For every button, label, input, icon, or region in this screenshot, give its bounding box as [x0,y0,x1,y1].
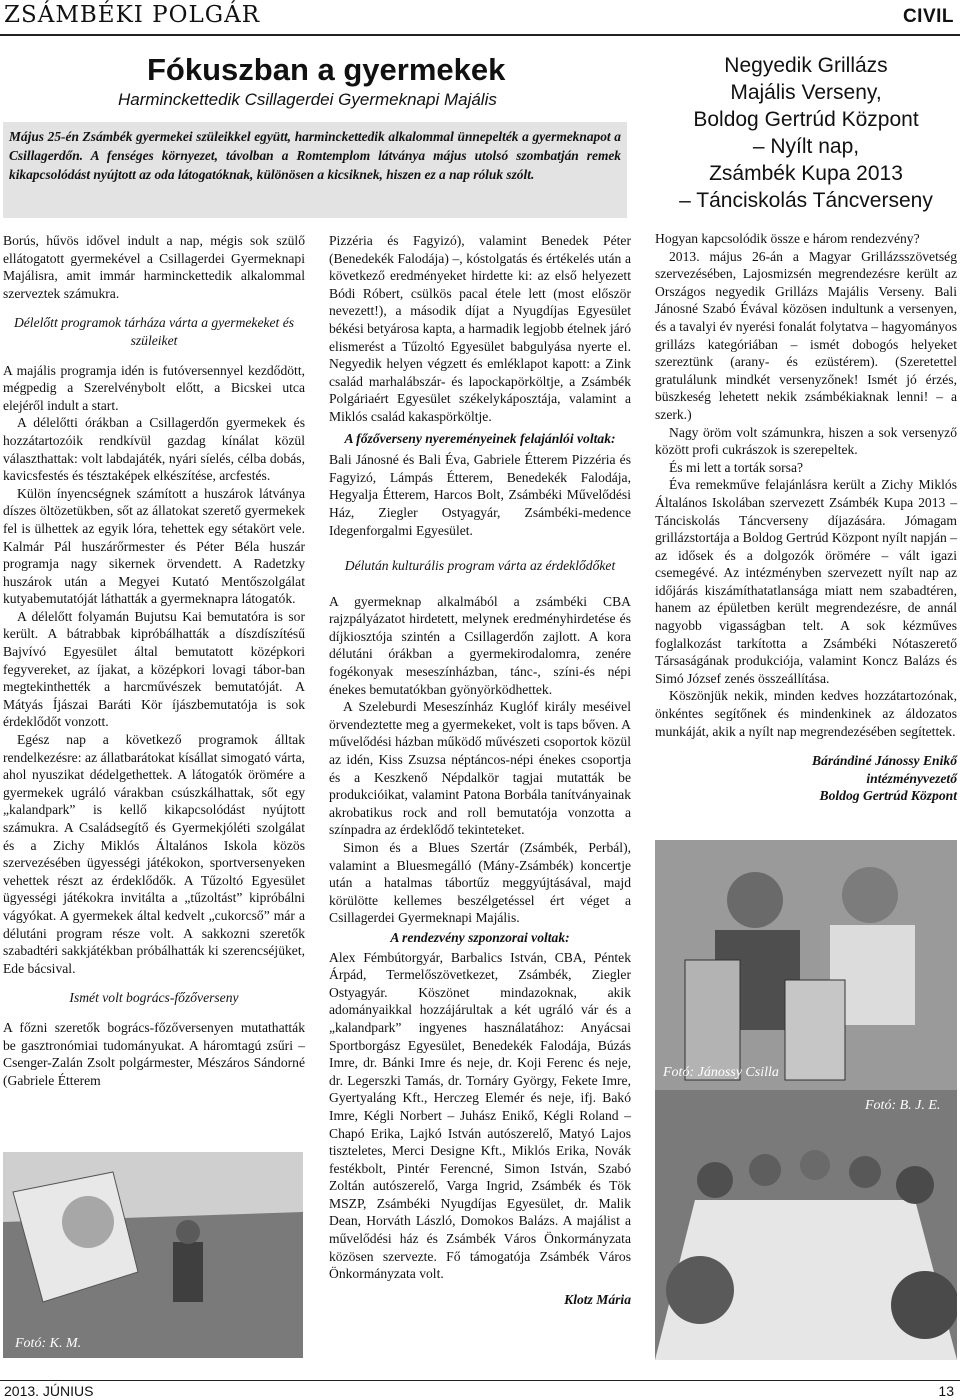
page-footer [0,1380,960,1400]
paragraph: 2013. május 26-án a Magyar Grillázsszövetség szervezésében, Lajosmizsén megrendezésre került az Országos negyedik Grillázs Majális Verseny. Bali Jánosné Szabó Évával közösen indultunk a versenyen, és a tavalyi év nyerési fonalát folytatva – hagyományos grillázs kategóriában – ismét dobogós helyeket szereztünk (arany- és ezüstérem). (Szeretettel gratulálunk mindkét versenyzőnek! Ismét jó érzés, büszkeség lehetett nekik zsámbékiaknak lenni! – a szerk.) [655,248,957,422]
title-line: – Tánciskolás Táncverseny [679,189,933,212]
page-number: 13 [938,1383,954,1399]
paragraph: Nagy öröm volt számunkra, hiszen a sok versenyző között profi cukrászok is szerepeltek. [655,424,957,458]
page-header [0,0,960,36]
signature-org: Boldog Gertrúd Központ [819,788,957,804]
signature-role: intézményvezető [866,770,957,786]
paragraph: Pizzéria és Fagyizó), valamint Benedek Péter (Benedekék Falodája) –, kóstolgatás és értékelés után a következő eredményeket hirdette ki: az első helyezett Bódi Róbert, csülkös pacal étele lett (most először nevezett!), a második díjat a Nyugdíjas Egyesület békési betyárosa kapta, a harmadik legjobb ételnek járó elismerést a Tűzoltó Egyesület babgulyása nyerte el. Negyedik helyen végzett és emléklapot kapott: a Zink család marhalábszár- és lapockapörköltje, a Zsámbék Polgáriaért Egyesület székelykáposztája, valamint a Miklós család kakaspörköltje. [329,233,631,424]
signature-name: Bárándiné Jánossy Enikő [811,753,957,769]
title-line: – Nyílt nap, [752,135,860,158]
column-2 [329,232,631,1308]
paragraph: Hogyan kapcsolódik össze e három rendezvény? [655,231,920,246]
subheading: A rendezvény szponzorai voltak: [390,929,570,945]
title-line: Negyedik Grillázs [724,54,888,77]
paragraph: A délelőtti órákban a Csillagerdőn gyermekek és hozzátartozóik rendkívül gazdag kínálat közül választhattak: volt labdajáték, nyári síelés, célba dobás, kavicsfestés és tésztaképek elkészítése, arcfestés. [3,415,305,484]
article-lead: Május 25-én Zsámbék gyermekei szüleikkel együtt, harminckettedik alkalommal ünnepelték a gyermeknapot a Csillagerdőn. A fenséges környezet, távolban a Romtemplom látványa május utolsó szombatján remek kikapcsolódást nyújtott az oda látogatóknak, különösen a kicsiknek, hiszen ez a nap róluk szólt. [3,122,627,218]
paragraph: A gyermeknap alkalmából a zsámbéki CBA rajzpályázatot hirdetett, melynek eredményhirdetése és díjkiosztója szintén a Csillagerdőn zajlott. A kora délutáni órákban a gyermekirodalomra, zenére fogékonyak meseszínházban, tánc-, színi-és népi énekes bemutatókban gyönyörködhettek. [329,593,631,697]
article-title: Fókuszban a gyermekek [147,52,506,87]
paragraph: Simon és a Blues Szertár (Zsámbék, Perbál), valamint a Bluesmegálló (Mány-Zsámbék) koncertje után a hatalmas tábortűz meggyújtásával, majd körülötte kellemes beszélgetéssel ért véget a Csillagerdei Gyermeknapi Majális. [329,840,631,926]
section-label: CIVIL [902,6,954,27]
signature: Klotz Mária [564,1291,631,1307]
paragraph: A főzni szeretők bogrács-főzőversenyen mutathatták be gasztronómiai tudományukat. A háromtagú zsűri – Csenger-Zalán Zsolt polgármester, Mészáros Sándorné (Gabriele Étterem [3,1019,305,1088]
masthead: ZSÁMBÉKI POLGÁR [4,2,261,28]
subheading: Ismét volt bogrács-főzőverseny [69,990,239,1006]
article-subtitle: Harminckettedik Csillagerdei Gyermeknapi Majális [118,90,497,109]
paragraph: Bali Jánosné és Bali Éva, Gabriele Étterem Pizzéria és Fagyizó, Lámpás Étterem, Benedekék Falodája, Hegyalja Étterem, Harcos Bolt, Zsámbéki Művelődési Ház, Ziegler Ostyagyár, Zsámbéki-medence Idegenforgalmi Egyesület. [329,452,631,538]
title-line: Boldog Gertrúd Központ [693,108,919,131]
title-line: Majális Verseny, [730,81,882,104]
paragraph: És mi lett a torták sorsa? [669,459,804,475]
paragraph: A Szeleburdi Meseszínház Kuglóf király meséivel örvendeztette meg a gyermekeket, volt is taps bőven. A művelődési házban működő művészeti csoportok közül az idén, Kiss Zsuzsa néptáncos-népi énekes csoportja és a Keszkenő Népdalkör tagjai mutatták be produkcióikat, valamint Patona Borbála tanítványainak akrobatikus rock and roll bemutatója vonzotta a színpadra az érdeklődő tekinteteket. [329,699,631,838]
paragraph: Külön ínyencségnek számított a huszárok látványa díszes öltözetükben, sőt az állatokat szerető gyermekek fel is ülhettek az egyik lóra, tehettek egy sétakört vele. Kalmár Pál huszárőrmester és Péter Béla huszár programja nagy sikernek örvendett. A Radetzky huszárok után a Megyei Kutató Mentőszolgálat kutyabemutatóját láthatták a gyermeknapra látogatók. [3,485,305,607]
column-1 [3,232,305,1089]
paragraph: Köszönjük nekik, minden kedves hozzátartozónak, önkéntes segítőnek és mindenkinek az áldozatos munkáját, akik a nyílt nap megrendezésében segítettek. [655,688,957,739]
right-article-title [655,52,957,214]
subheading: A főzőverseny nyereményeinek felajánlói voltak: [344,430,616,446]
photo-credit: Fotó: B. J. E. [865,1098,941,1113]
photo-credit: Fotó: K. M. [15,1336,82,1351]
photo-illustration [655,1090,957,1360]
title-line: Zsámbék Kupa 2013 [709,162,903,185]
subheading: Délután kulturális program várta az érdeklődőket [344,558,616,574]
paragraph: A majális programja idén is futóversennyel kezdődött, mégpedig a Szerelvénybolt előtt, a Bicskei utca elejéről indult a start. [3,362,305,413]
photo-people-at-table [655,1090,957,1360]
subheading: Délelőtt programok tárháza várta a gyermekeket és szüleiket [13,315,295,348]
paragraph: Éva remekműve felajánlásra került a Zichy Miklós Általános Iskolában szervezett Zsámbék Kupa 2013 – Tánciskolás Táncverseny díjazására. Jómagam grillázstortája a Boldog Gertrúd Központ nyílt napján – az idősek és a dolgozók örömére – vált igazi csemegévé. Az intézményben szervezett nyílt nap az időjárás kiszámíthatatlansága miatt nem szabadtéren, hanem az épületben került megrendezésre, de annál nagyobb vigasságban telt. A sok kézműves foglalkozást tarkította a Zsámbéki Nótaszerető Társaságának produkciója, valamint Koncz Balázs és Simó József zenés összeállítása. [655,477,957,686]
photo-two-women-with-cake [655,840,957,1090]
paragraph: A délelőtt folyamán Bujutsu Kai bemutatóra is sor került. A bátrabbak kipróbálhatták a díszdíszítésű Bajvívó Egyesület által bemutatott középkori fegyvereket, az íjakat, a középkori lovagi tábor-ban megtekinthették a harcművészek bemutatóját. A Mátyás Íjászai Baráti Kör íjászbemutatója is sok érdeklődőt vonzott. [3,608,305,730]
photo-credit: Fotó: Jánossy Csilla [663,1065,779,1080]
photo-costumed-figure [3,1152,303,1358]
photo-illustration [3,1152,303,1358]
paragraph: Borús, hűvös idővel indult a nap, mégis sok szülő ellátogatott gyermekével a Csillagerdei Gyermeknapi Majálisra, amit immár harminckettedik alkalommal szerveztek számukra. [3,233,305,301]
paragraph: Egész nap a következő programok álltak rendelkezésre: az állatbarátokat kísállat simogató várta, ahol nyuszikat dédelgethettek. A látogatók örömére a gyermekek ugráló várakban csúszkálhattak, sőt egy „kalandpark” is kellő kikapcsolódást nyújtott számukra. A Családsegítő és Gyermekjóléti szolgálat és a Zichy Miklós Általános Iskola közös szervezésében ügyességi játékokon, sportversenyeken vehettek részt az érdeklődők. A Tűzoltó Egyesület ügyességi játékokra invitálta a „tűzoltást” kipróbálni vágyókat. A gyermekek által kedvelt „cukorcső” már a délutáni program része volt. A sakkozni szeretők szabadtéri sakkjátékban próbálhatták ki szerencséjüket, Ede bácsival. [3,732,305,976]
issue-date: 2013. JÚNIUS [4,1383,94,1399]
column-3 [655,230,957,805]
photo-illustration [655,840,957,1090]
paragraph: Alex Fémbútorgyár, Barbalics István, CBA, Péntek Árpád, Termelőszövetkezet, Zsámbék, Ziegler Ostyagyár. Köszönet mindazoknak, akik adományaikkal hozzájárultak a két ugráló vár és a „kalandpark” ingyenes használatához: Anyácsai Sportborgász Egyesület, Benedekék Falodája, Búzás Imre, dr. Bánki Imre és neje, dr. Koji Ferenc és neje, dr. Legerszki Tamás, dr. Tornáry György, Fekete Imre, Gyertyaláng Kft., Herczeg Elemér és neje, ifj. Bakó Imre, Kégli Norbert – Juhász Enikő, Kégli Roland – Chapó Erika, Lajkó István autószerelő, Matyó Lajos tiszteletes, Merci Designe Kft., Miklós Erika, Novák festékbolt, Pintér Ferencné, Simon István, Szabó Zoltán autószerelő, Varga Ingrid, Zsámbék és Tök MSZP, Zsámbéki Nyugdíjas Egyesület, dr. Malik Dean, Horváth László, Domokos Balázs. A majálist a művelődési ház és Zsámbék Város Önkormányzata közösen szervezte. Fő támogatója Zsámbék Város Önkormányzata volt. [329,949,631,1282]
